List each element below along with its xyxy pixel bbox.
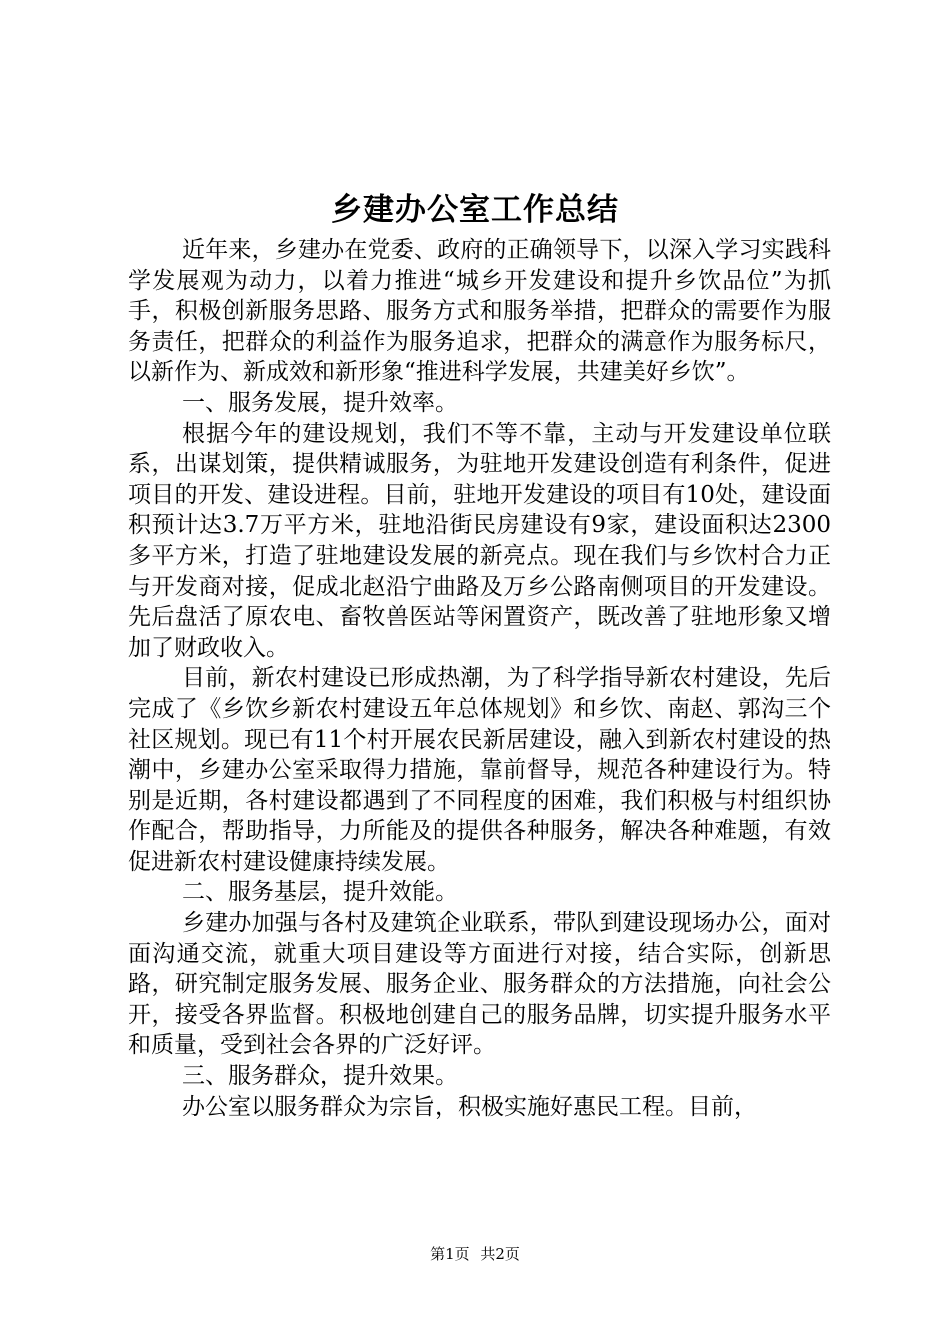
document-title: 乡建办公室工作总结: [331, 192, 619, 228]
section-heading-3: 三、服务群众，提升效果。: [182, 1063, 459, 1090]
paragraph-development-1: 根据今年的建设规划，我们不等不靠，主动与开发建设单位联系，出谋划策，提供精诚服务，为驻地开发建设创造有利条件，促进项目的开发、建设进程。目前，驻地开发建设的项目有10处，建设面积预计达3.7万平方米，驻地沿街民房建设有9家，建设面积达2300多平方米，打造了驻地建设发展的新亮点。现在我们与乡饮村合力正与开发商对接，促成北赵沿宁曲路及万乡公路南侧项目的开发建设。先后盘活了原农电、畜牧兽医站等闲置资产，既改善了驻地形象又增加了财政收入。: [128, 420, 831, 661]
page-total: 共2页: [480, 1245, 520, 1263]
section-heading-1: 一、服务发展，提升效率。: [182, 389, 459, 416]
page-number: 第1页: [430, 1245, 470, 1263]
paragraph-intro: 近年来，乡建办在党委、政府的正确领导下，以深入学习实践科学发展观为动力，以着力推进“城乡开发建设和提升乡饮品位”为抓手，积极创新服务思路、服务方式和服务举措，把群众的需要作为服务责任，把群众的利益作为服务追求，把群众的满意作为服务标尺，以新作为、新成效和新形象“推进科学发展，共建美好乡饮”。: [128, 237, 831, 386]
paragraph-development-2: 目前，新农村建设已形成热潮，为了科学指导新农村建设，先后完成了《乡饮乡新农村建设五年总体规划》和乡饮、南赵、郭沟三个社区规划。现已有11个村开展农民新居建设，融入到新农村建设的热潮中，乡建办公室采取得力措施，靠前督导，规范各种建设行为。特别是近期，各村建设都遇到了不同程度的困难，我们积极与村组织协作配合，帮助指导，力所能及的提供各种服务，解决各种难题，有效促进新农村建设健康持续发展。: [128, 665, 831, 875]
document-body: [128, 235, 831, 1122]
section-heading-2: 二、服务基层，提升效能。: [182, 879, 459, 906]
paragraph-grassroots: 乡建办加强与各村及建筑企业联系，带队到建设现场办公，面对面沟通交流，就重大项目建设等方面进行对接，结合实际，创新思路，研究制定服务发展、服务企业、服务群众的方法措施，向社会公开，接受各界监督。积极地创建自己的服务品牌，切实提升服务水平和质量，受到社会各界的广泛好评。: [128, 910, 831, 1059]
paragraph-masses: 办公室以服务群众为宗旨，积极实施好惠民工程。目前，: [182, 1093, 758, 1120]
page-footer: [0, 1244, 950, 1264]
